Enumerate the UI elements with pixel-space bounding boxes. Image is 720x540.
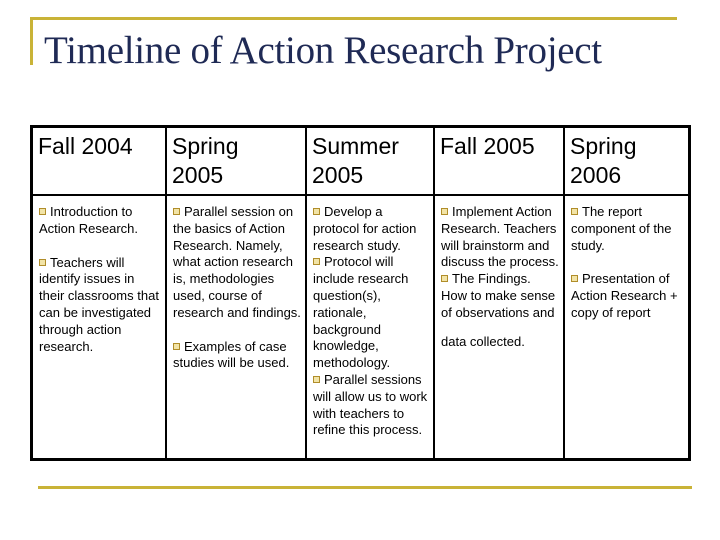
list-item — [313, 254, 430, 372]
item-text: Implement Action Research. Teachers will brainstorm and discuss the process. — [441, 204, 559, 270]
list-item — [571, 271, 685, 321]
column-header: Summer 2005 — [312, 133, 399, 188]
top-gold-rule — [30, 17, 677, 20]
column-spring-2005 — [165, 128, 305, 458]
column-body — [313, 204, 430, 439]
item-continuation: data collected. — [441, 333, 525, 349]
square-bullet-icon — [313, 376, 320, 383]
column-summer-2005 — [305, 128, 433, 458]
item-text: Presentation of Action Research + copy of report — [571, 271, 678, 320]
column-fall-2004 — [33, 128, 165, 458]
list-item — [39, 204, 162, 238]
item-text: Teachers will identify issues in their classrooms that can be investigated through action research. — [39, 254, 159, 354]
item-text: Introduction to Action Research. — [39, 204, 138, 236]
list-item — [313, 372, 430, 439]
left-gold-rule — [30, 17, 33, 65]
list-item — [313, 204, 430, 254]
list-item — [571, 204, 685, 254]
square-bullet-icon — [39, 259, 46, 266]
item-text: The Findings. How to make sense of observations and — [441, 271, 556, 320]
column-header: Fall 2005 — [440, 133, 535, 159]
square-bullet-icon — [313, 258, 320, 265]
list-item — [173, 204, 302, 322]
square-bullet-icon — [571, 208, 578, 215]
bottom-gold-rule — [38, 486, 692, 489]
square-bullet-icon — [441, 275, 448, 282]
list-item — [39, 255, 162, 356]
item-text: Develop a protocol for action research study. — [313, 204, 417, 253]
column-header: Fall 2004 — [38, 133, 133, 159]
item-text: The report component of the study. — [571, 204, 672, 253]
column-body — [441, 204, 560, 350]
list-item — [441, 204, 560, 271]
list-item — [441, 271, 560, 321]
column-body — [571, 204, 685, 322]
column-spring-2006 — [563, 128, 688, 458]
square-bullet-icon — [173, 343, 180, 350]
column-header: Spring 2005 — [172, 133, 239, 188]
slide-title: Timeline of Action Research Project — [44, 29, 602, 72]
item-text: Parallel session on the basics of Action Research. Namely, what action research is, methodologies used, course of research and findings. — [173, 204, 301, 320]
column-body — [39, 204, 162, 355]
square-bullet-icon — [441, 208, 448, 215]
square-bullet-icon — [571, 275, 578, 282]
item-text: Examples of case studies will be used. — [173, 338, 290, 371]
column-body — [173, 204, 302, 372]
item-text: Protocol will include research question(s), rationale, background knowledge, methodology. — [313, 254, 409, 371]
column-fall-2005 — [433, 128, 563, 458]
column-header: Spring 2006 — [570, 133, 637, 188]
square-bullet-icon — [173, 208, 180, 215]
square-bullet-icon — [313, 208, 320, 215]
timeline-table — [30, 125, 691, 461]
list-item — [173, 339, 302, 373]
item-text: Parallel sessions will allow us to work with teachers to refine this process. — [313, 371, 428, 438]
square-bullet-icon — [39, 208, 46, 215]
